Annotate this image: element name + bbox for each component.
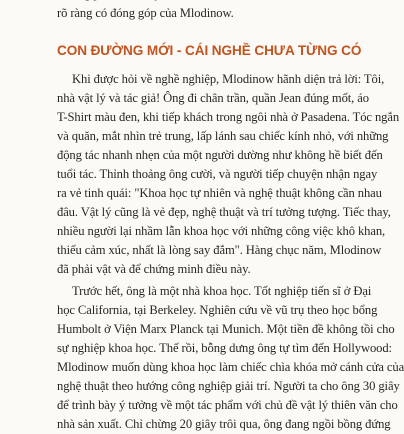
text-line: rõ ràng có đóng góp của Mlodinow. [57,6,234,20]
text-line: T-Shirt màu đen, khi tiếp khách trong ngôi nhà ở Pasadena. Tóc ngắn [57,110,400,124]
text-line: Khi được hỏi về nghề nghiệp, Mlodinow hãnh diện trả lời: Tôi, [72,72,385,86]
text-line: động tác nhanh nhẹn của một người dường như không hề biết đến [57,148,383,162]
text-line: Mlodinow muốn dùng khoa học làm chiếc chìa khóa mở cánh cửa của [57,360,404,374]
text-line: nhiều người lại nhầm lẫn khoa học với những công việc khô khan, [57,224,386,238]
section-heading: CON ĐƯỜNG MỚI - CÁI NGHỀ CHƯA TỪNG CÓ [57,43,362,58]
text-line: ra vẻ tinh quái: "Khoa học tự nhiên và nghệ thuật không cần nhau [57,186,382,200]
text-line: đâu. Vật lý cũng là vẻ đẹp, nghệ thuật và trí tưởng tượng. Tiếc thay, [57,205,391,219]
text-line: nhà vật lý và tác giả! Ông đi chân trần, quần Jean đúng mốt, áo [57,91,369,105]
text-line: Trước hết, ông là một nhà khoa học. Tốt nghiệp tiến sĩ ở Đại [72,284,372,298]
text-line: và quăn, mắt nhìn trẻ trung, lấp lánh sau chiếc kính nhỏ, với những [57,129,389,143]
text-line: nhà sản xuất. Chỉ chừng 20 giây trôi qua, ông đang ngồi bồng đứng [57,417,391,431]
text-line: thiếu cảm xúc, nhất là lòng say đắm". Hàng chục năm, Mlodinow [57,243,382,257]
text-line: học California, tại Berkeley. Nghiên cứu về vũ trụ theo học bổng [57,303,378,317]
text-line: tuổi tác. Thỉnh thoảng ông cười, và người tiếp chuyện nhận ngay [57,167,378,181]
text-line: Humbolt ở Viện Marx Planck tại Munich. Một tiền đề không tồi cho [57,322,395,336]
text-line: nghệ thuật theo hướng công nghiệp giải trí. Người ta cho ông 30 giây [57,379,400,393]
text-line: đã phải vật và để chứng minh điều này. [57,262,251,276]
text-line: sự nghiệp khoa học. Thế rồi, bỗng dưng ông tự tìm đến Hollywood: [57,341,392,355]
text-line: để trình bày ý tưởng về một tác phẩm với chủ đề vật lý thiên văn cho [57,398,398,412]
